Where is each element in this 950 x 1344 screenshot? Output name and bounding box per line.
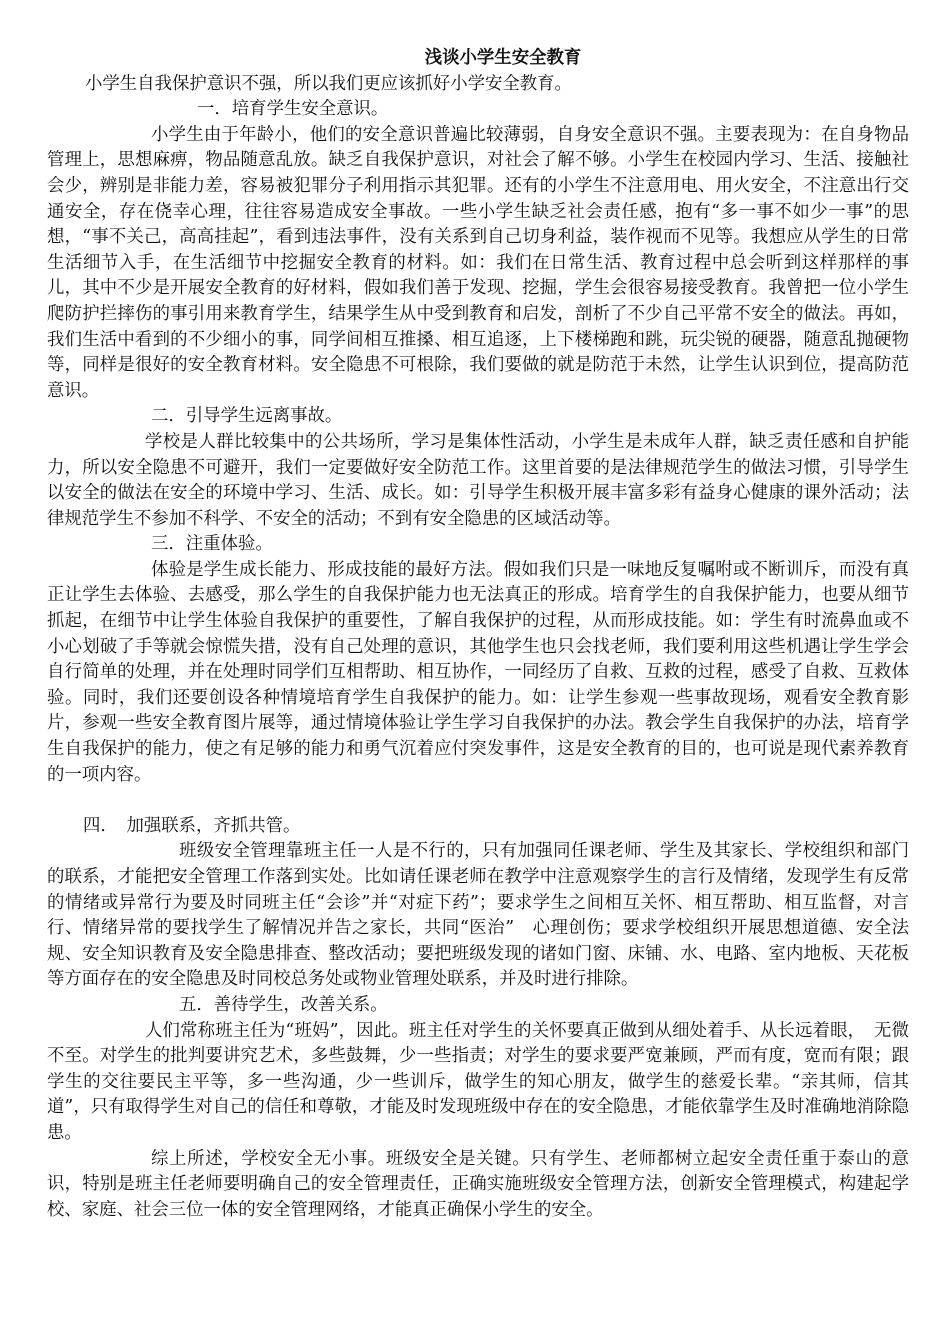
section-3-heading: 三．注重体验。 xyxy=(151,534,273,555)
document-page xyxy=(47,46,909,1223)
section-5-body: 人们常称班主任为“班妈”，因此。班主任对学生的关怀要真正做到从细处着手、从长远着眼， 无微不至。对学生的批判要讲究艺术，多些鼓舞，少一些指责；对学生的要求要严宽兼顾，严而有度，宽而有限；跟学生的交往要民主平等，多一些沟通，少一些训斥，做学生的知心朋友，做学生的慈爱长辈。“亲其师，信其道”，只有取得学生对自己的信任和尊敬，才能及时发现班级中存在的安全隐患，才能依靠学生及时准确地消除隐患。 xyxy=(47,1020,909,1143)
section-1-heading: 一．培育学生安全意识。 xyxy=(197,99,389,120)
section-1-body: 小学生由于年龄小，他们的安全意识普遍比较薄弱，自身安全意识不强。主要表现为：在自身物品管理上，思想麻痹，物品随意乱放。缺乏自我保护意识，对社会了解不够。小学生在校园内学习、生活、接触社会少，辨别是非能力差，容易被犯罪分子利用指示其犯罪。还有的小学生不注意用电、用火安全，不注意出行交通安全，存在侥幸心理，往往容易造成安全事故。一些小学生缺乏社会责任感，抱有“多一事不如少一事”的思想，“事不关己，高高挂起”，看到违法事件，没有关系到自己切身利益，装作视而不见等。我想应从学生的日常生活细节入手，在生活细节中挖掘安全教育的材料。如：我们在日常生活、教育过程中总会听到这样那样的事儿，其中不少是开展安全教育的好材料，假如我们善于发现、挖掘，学生会很容易接受教育。我曾把一位小学生爬防护拦摔伤的事引用来教育学生，结果学生从中受到教育和启发，剖析了不少自己平常不安全的做法。再如，我们生活中看到的不少细小的事，同学间相互推搡、相互追逐，上下楼梯跑和跳，玩尖锐的硬器，随意乱抛硬物等，同样是很好的安全教育材料。安全隐患不可根除，我们要做的就是防范于未然，让学生认识到位，提高防范意识。 xyxy=(47,124,909,401)
section-5-heading: 五．善待学生，改善关系。 xyxy=(179,994,388,1015)
document-title: 浅谈小学生安全教育 xyxy=(424,48,582,68)
intro-paragraph: 小学生自我保护意识不强，所以我们更应该抓好小学安全教育。 xyxy=(85,73,572,94)
section-2-heading: 二．引导学生远离事故。 xyxy=(151,406,343,427)
section-4-heading: 四． 加强联系，齐抓共管。 xyxy=(83,815,301,836)
conclusion-paragraph: 综上所述，学校安全无小事。班级安全是关键。只有学生、老师都树立起安全责任重于泰山的意识，特别是班主任老师要明确自己的安全管理责任，正确实施班级安全管理方法，创新安全管理模式，构建起学校、家庭、社会三位一体的安全管理网络，才能真正确保小学生的安全。 xyxy=(47,1148,909,1220)
blank-line xyxy=(47,788,909,814)
section-2-body: 学校是人群比较集中的公共场所，学习是集体性活动，小学生是未成年人群，缺乏责任感和自护能力，所以安全隐患不可避开，我们一定要做好安全防范工作。这里首要的是法律规范学生的做法习惯，引导学生以安全的做法在安全的环境中学习、生活、成长。如：引导学生积极开展丰富多彩有益身心健康的课外活动；法律规范学生不参加不科学、不安全的活动；不到有安全隐患的区域活动等。 xyxy=(47,431,909,529)
section-4-body: 班级安全管理靠班主任一人是不行的，只有加强同任课老师、学生及其家长、学校组织和部门的联系，才能把安全管理工作落到实处。比如请任课老师在教学中注意观察学生的言行及情绪，发现学生有反常的情绪或异常行为要及时同班主任“会诊”并“对症下药”；要求学生之间相互关怀、相互帮助、相互监督，对言行、情绪异常的要找学生了解情况并告之家长，共同“医治” 心理创伤；要求学校组织开展思想道德、安全法规、安全知识教育及安全隐患排查、整改活动；要把班级发现的诸如门窗、床铺、水、电路、室内地板、天花板等方面存在的安全隐患及时同校总务处或物业管理处联系，并及时进行排除。 xyxy=(47,841,909,990)
section-3-body: 体验是学生成长能力、形成技能的最好方法。假如我们只是一味地反复嘱咐或不断训斥，而没有真正让学生去体验、去感受，那么学生的自我保护能力也无法真正的形成。培育学生的自我保护能力，也要从细节抓起，在细节中让学生体验自我保护的重要性，了解自我保护的过程，从而形成技能。如：学生有时流鼻血或不小心划破了手等就会惊慌失措，没有自己处理的意识，其他学生也只会找老师，我们要利用这些机遇让学生学会自行简单的处理，并在处理时同学们互相帮助、相互协作，一同经历了自救、互救的过程，感受了自救、互救体验。同时，我们还要创设各种情境培育学生自我保护的能力。如：让学生参观一些事故现场，观看安全教育影片，参观一些安全教育图片展等，通过情境体验让学生学习自我保护的办法。教会学生自我保护的办法，培育学生自我保护的能力，使之有足够的能力和勇气沉着应付突发事件，这是安全教育的目的，也可说是现代素养教育的一项内容。 xyxy=(47,559,909,785)
